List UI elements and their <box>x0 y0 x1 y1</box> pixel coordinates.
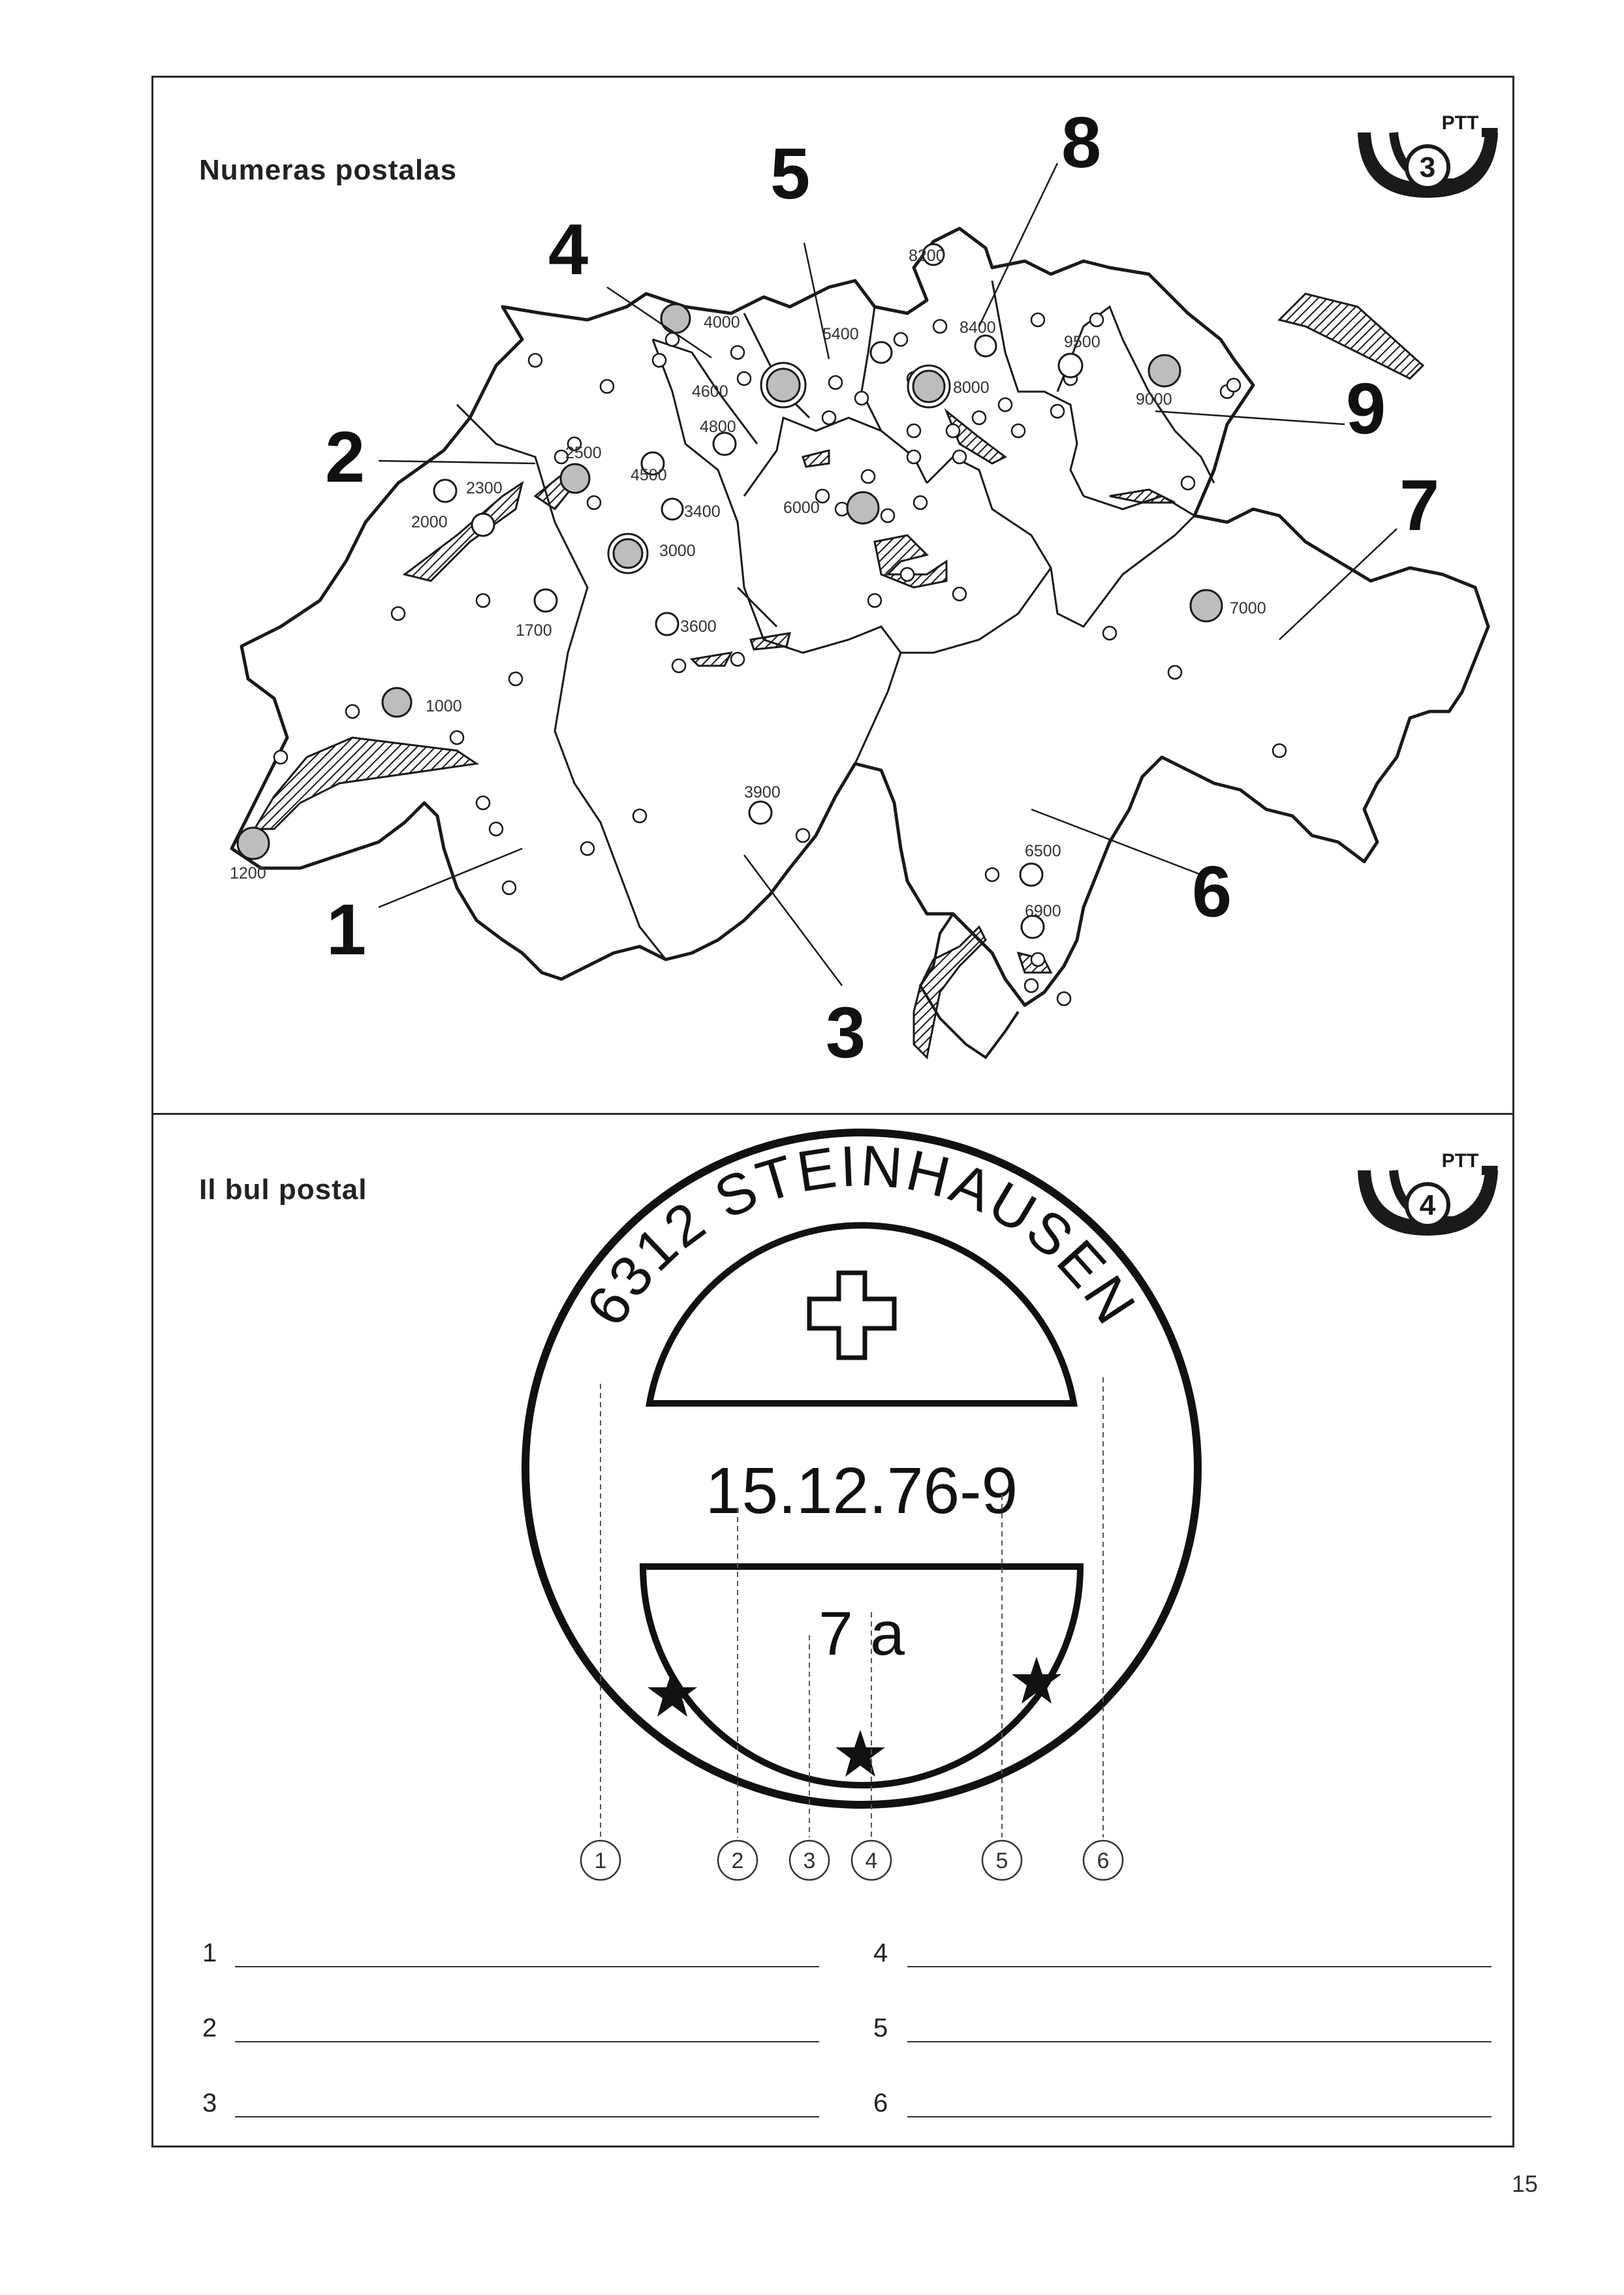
answer-number-5: 5 <box>873 2014 888 2042</box>
city-code-6500: 6500 <box>1025 842 1061 860</box>
answer-field-3[interactable] <box>235 2116 819 2117</box>
postmark-stars <box>648 1657 1061 1777</box>
logo-ptt-text-4: PTT <box>1441 1150 1479 1172</box>
city-code-9500: 9500 <box>1064 333 1101 351</box>
answer-field-6[interactable] <box>907 2116 1491 2117</box>
answer-number-6: 6 <box>873 2089 888 2117</box>
region-label-2: 2 <box>325 417 366 497</box>
region-label-1: 1 <box>326 890 367 970</box>
marker-label-5: 5 <box>995 1849 1008 1873</box>
city-code-3400: 3400 <box>684 503 721 521</box>
region-label-4: 4 <box>548 210 589 290</box>
postmark-date: 15.12.76-9 <box>705 1454 1018 1527</box>
logo-number-3: 3 <box>1419 151 1436 183</box>
city-code-7000: 7000 <box>1230 599 1266 617</box>
city-code-3900: 3900 <box>744 783 781 802</box>
star-icon <box>648 1670 697 1717</box>
city-code-2500: 2500 <box>565 444 602 462</box>
postmark-arc-text: 6312 STEINHAUSEN <box>573 1132 1150 1337</box>
marker-label-4: 4 <box>865 1849 878 1873</box>
city-code-8000: 8000 <box>953 379 990 397</box>
region-label-8: 8 <box>1061 102 1102 183</box>
answer-field-2[interactable] <box>235 2041 819 2042</box>
city-code-3600: 3600 <box>680 617 717 636</box>
marker-label-6: 6 <box>1097 1849 1110 1873</box>
city-code-1000: 1000 <box>426 697 462 715</box>
map-section-title: Numeras postalas <box>199 154 458 186</box>
city-code-2000: 2000 <box>411 513 448 531</box>
region-label-6: 6 <box>1192 852 1232 932</box>
city-code-4500: 4500 <box>631 466 667 484</box>
city-code-5400: 5400 <box>822 325 859 343</box>
region-label-3: 3 <box>826 993 866 1073</box>
city-code-9000: 9000 <box>1136 390 1172 409</box>
city-code-1200: 1200 <box>230 864 266 882</box>
answer-number-3: 3 <box>202 2089 217 2117</box>
region-label-7: 7 <box>1399 465 1440 546</box>
region-label-5: 5 <box>770 134 811 214</box>
marker-label-3: 3 <box>803 1849 816 1873</box>
star-icon <box>835 1730 885 1777</box>
city-code-8200: 8200 <box>909 247 945 265</box>
logo-ptt-text-3: PTT <box>1441 112 1479 134</box>
city-code-3000: 3000 <box>659 542 696 560</box>
city-code-4000: 4000 <box>704 313 740 332</box>
city-code-2300: 2300 <box>466 479 503 497</box>
page-number: 15 <box>1511 2170 1538 2197</box>
marker-label-2: 2 <box>731 1849 744 1873</box>
city-code-6000: 6000 <box>783 499 820 517</box>
answer-field-5[interactable] <box>907 2041 1491 2042</box>
logo-number-4: 4 <box>1419 1189 1436 1221</box>
marker-label-1: 1 <box>594 1849 607 1873</box>
city-code-8400: 8400 <box>960 319 996 337</box>
city-code-4800: 4800 <box>700 418 736 436</box>
answer-number-4: 4 <box>873 1939 888 1967</box>
city-code-6900: 6900 <box>1025 902 1061 920</box>
answer-number-1: 1 <box>202 1939 217 1967</box>
stamp-section-title: Il bul postal <box>199 1174 367 1206</box>
postmark-office-code: 7 a <box>818 1599 905 1668</box>
answer-field-1[interactable] <box>235 1966 819 1967</box>
answer-number-2: 2 <box>202 2014 217 2042</box>
swiss-cross-icon <box>809 1273 894 1358</box>
city-code-1700: 1700 <box>516 621 552 640</box>
postmark-upper-segment <box>649 1225 1074 1403</box>
city-code-4600: 4600 <box>692 382 728 401</box>
region-label-9: 9 <box>1346 369 1386 449</box>
answer-field-4[interactable] <box>907 1966 1491 1967</box>
